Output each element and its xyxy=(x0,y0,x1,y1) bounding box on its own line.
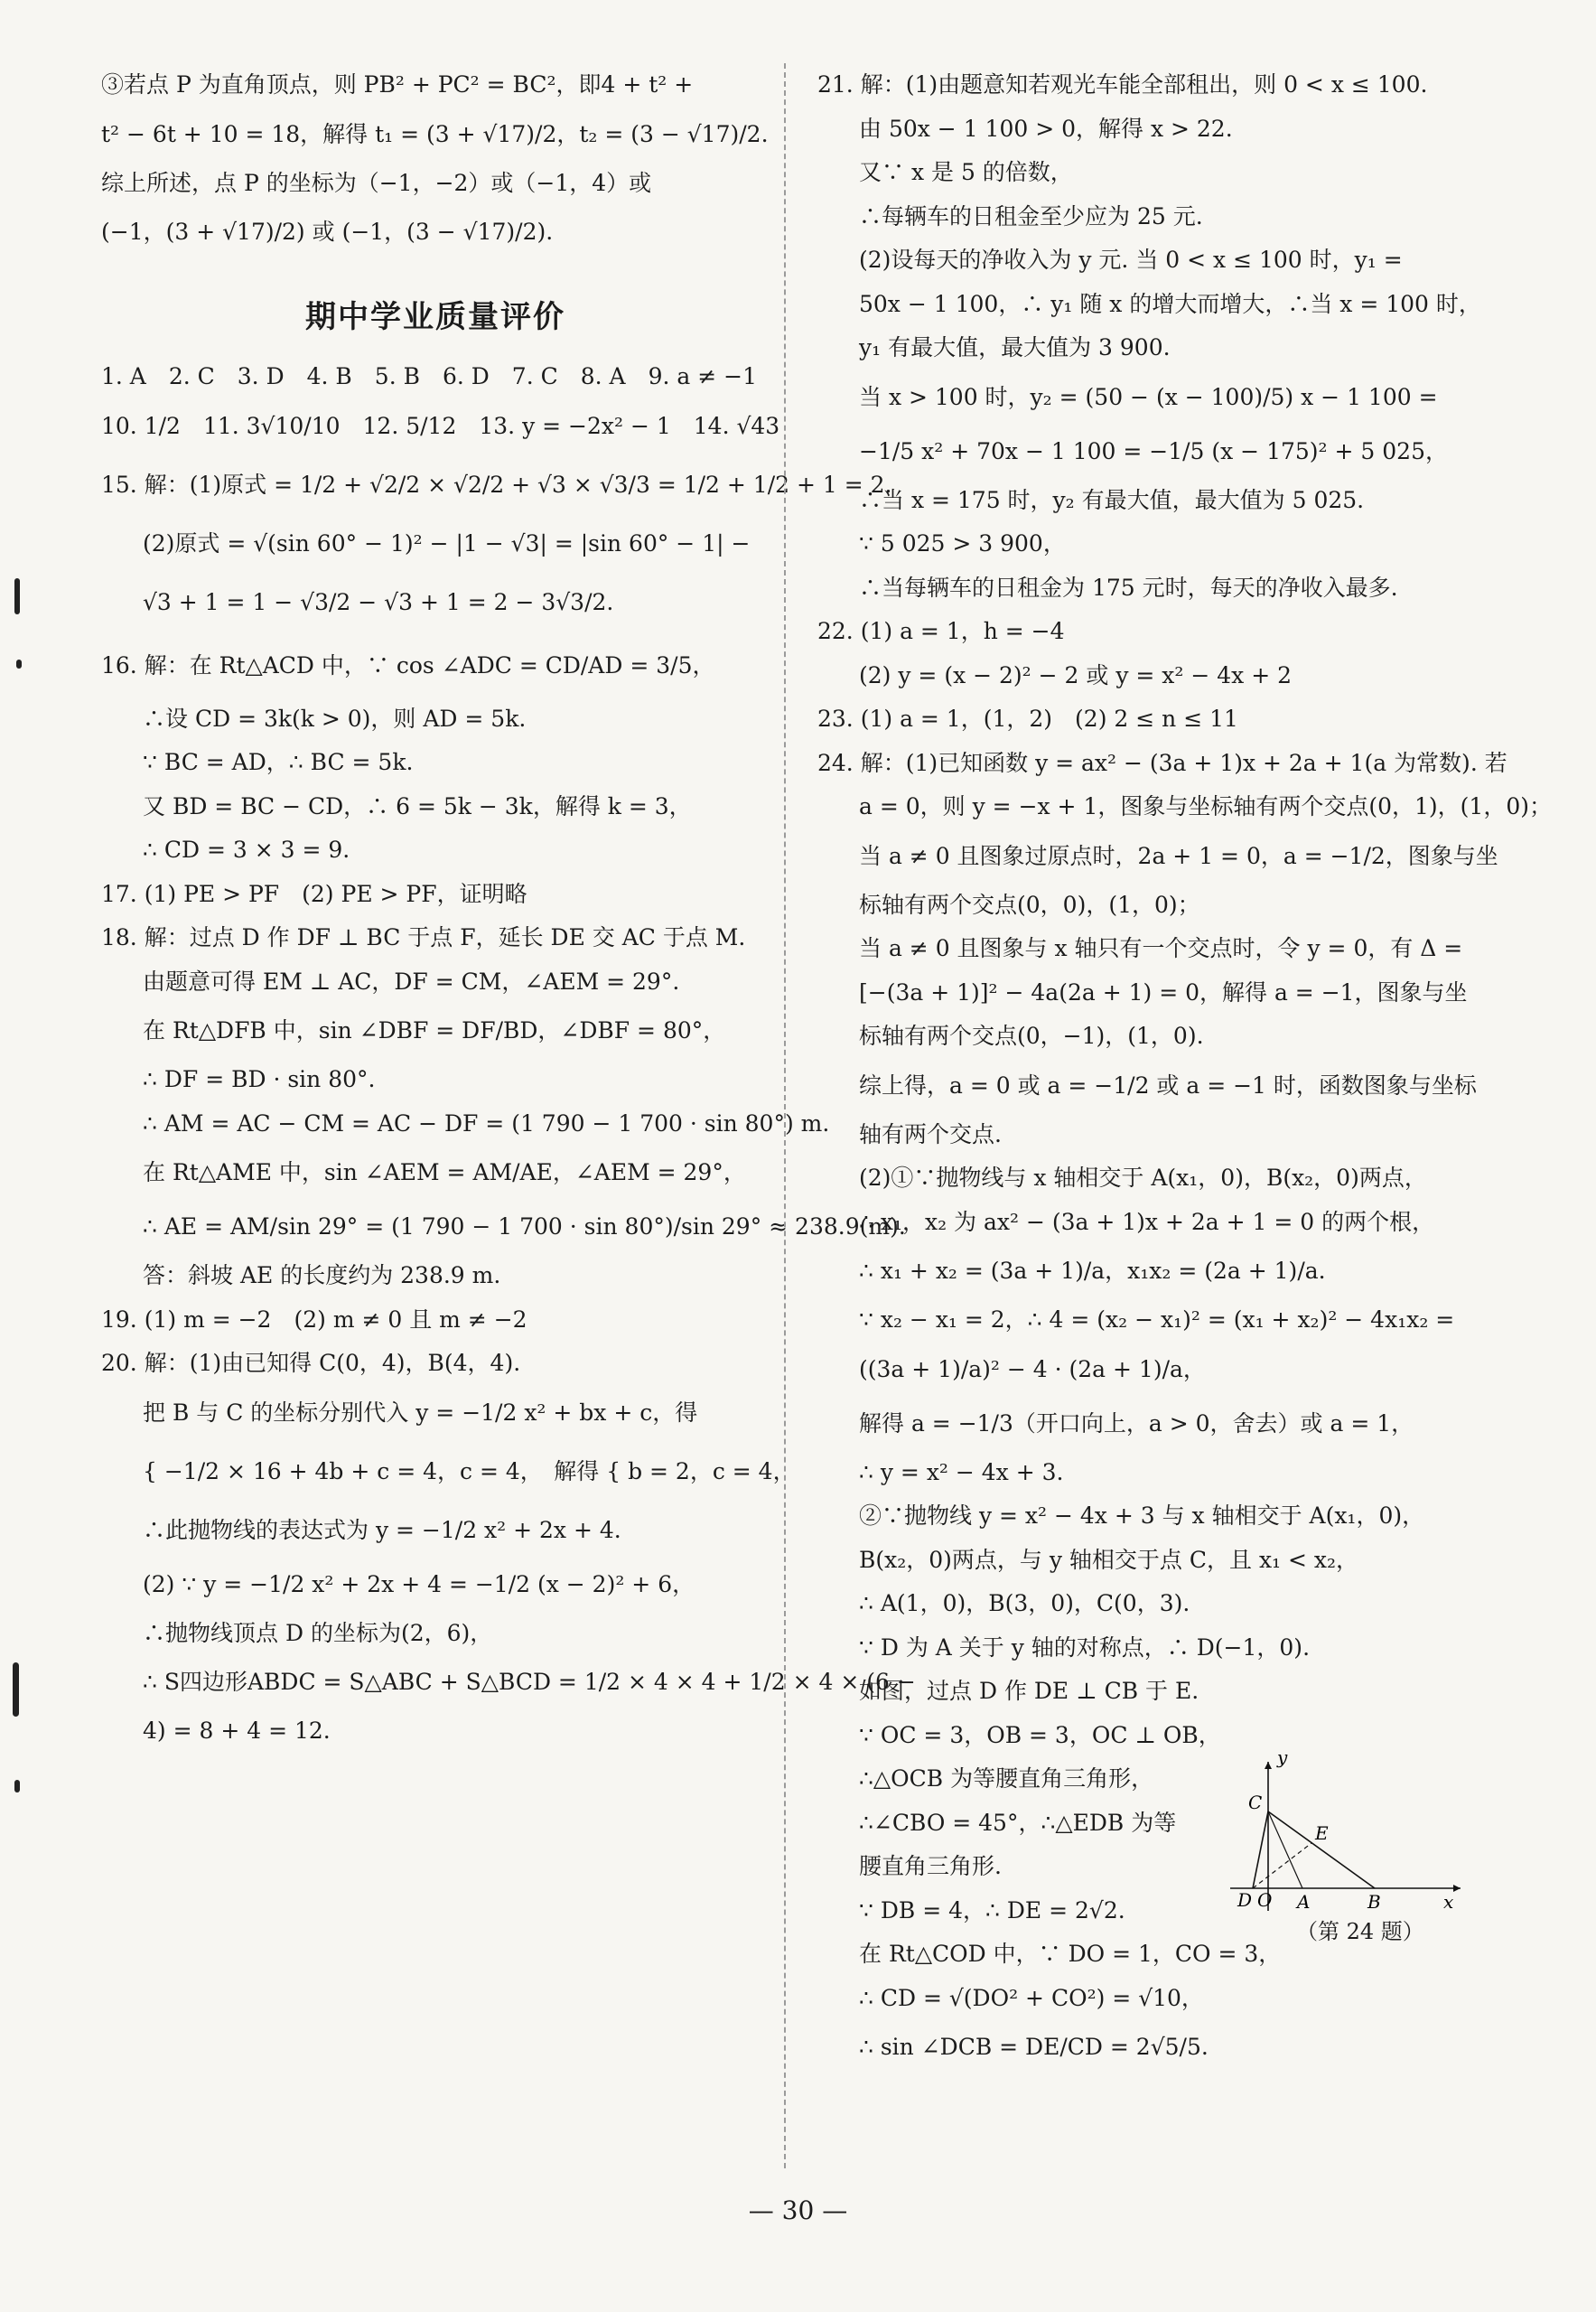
answer-line: ②∵抛物线 y = x² − 4x + 3 与 x 轴相交于 A(x₁，0)， xyxy=(859,1502,1425,1529)
page-number: — 30 — xyxy=(748,2195,848,2225)
answer-line: √3 + 1 = 1 − √3/2 − √3 + 1 = 2 − 3√3/2. xyxy=(143,588,614,615)
answer-line: ∴每辆车的日租金至少应为 25 元. xyxy=(859,202,1203,229)
answer-line: 19. (1) m = −2 (2) m ≠ 0 且 m ≠ −2 xyxy=(101,1306,527,1333)
answer-line: ∴ x₁ + x₂ = (3a + 1)/a，x₁x₂ = (2a + 1)/a. xyxy=(859,1258,1326,1284)
answer-line: 当 a ≠ 0 且图象与 x 轴只有一个交点时，令 y = 0，有 Δ = xyxy=(859,935,1463,961)
answer-line: ∴抛物线顶点 D 的坐标为(2，6)， xyxy=(143,1619,493,1646)
label-o: O xyxy=(1257,1889,1273,1911)
answer-line: 21. 解：(1)由题意知若观光车能全部租出，则 0 < x ≤ 100. xyxy=(817,71,1428,98)
answer-line: B(x₂，0)两点，与 y 轴相交于点 C，且 x₁ < x₂， xyxy=(859,1546,1359,1573)
answer-line: ∴此抛物线的表达式为 y = −1/2 x² + 2x + 4. xyxy=(143,1516,621,1543)
answer-line: ∵ D 为 A 关于 y 轴的对称点，∴ D(−1，0). xyxy=(859,1633,1311,1661)
answer-line: 1. A 2. C 3. D 4. B 5. B 6. D 7. C 8. A 9. a ≠ −1 xyxy=(101,363,757,389)
answer-line: 综上得，a = 0 或 a = −1/2 或 a = −1 时，函数图象与坐标 xyxy=(859,1072,1477,1099)
answer-line: ∵ DB = 4，∴ DE = 2√2. xyxy=(859,1896,1125,1924)
answer-line: ∵ 5 025 > 3 900， xyxy=(859,530,1066,557)
answer-line: ∴ sin ∠DCB = DE/CD = 2√5/5. xyxy=(859,2034,1209,2060)
answer-line: 18. 解：过点 D 作 DF ⊥ BC 于点 F，延长 DE 交 AC 于点 M. xyxy=(101,924,746,950)
answer-line: (2) y = (x − 2)² − 2 或 y = x² − 4x + 2 xyxy=(859,661,1293,688)
answer-line: 23. (1) a = 1，(1，2) (2) 2 ≤ n ≤ 11 xyxy=(817,706,1238,732)
answer-line: ∴ x₁，x₂ 为 ax² − (3a + 1)x + 2a + 1 = 0 的两个根， xyxy=(859,1208,1435,1235)
answer-line: 如图，过点 D 作 DE ⊥ CB 于 E. xyxy=(859,1678,1199,1704)
label-a: A xyxy=(1297,1891,1311,1913)
answer-line: 20. 解：(1)由已知得 C(0，4)，B(4，4). xyxy=(101,1350,521,1376)
label-y: y xyxy=(1277,1746,1288,1768)
answer-line: 在 Rt△COD 中，∵ DO = 1，CO = 3， xyxy=(859,1941,1282,1967)
answer-line: 4) = 8 + 4 = 12. xyxy=(143,1718,331,1744)
answer-line: 标轴有两个交点(0，0)，(1，0)； xyxy=(859,891,1200,918)
answer-line: 又∵ x 是 5 的倍数， xyxy=(859,159,1073,185)
text-line: ③若点 P 为直角顶点，则 PB² + PC² = BC²，即4 + t² + xyxy=(101,71,694,98)
answer-line: ∴ AM = AC − CM = AC − DF = (1 790 − 1 700 · sin 80°) m. xyxy=(143,1109,830,1137)
answer-line: ∴当 x = 175 时，y₂ 有最大值，最大值为 5 025. xyxy=(859,486,1365,513)
answer-line: ∴ S四边形ABDC = S△ABC + S△BCD = 1/2 × 4 × 4 + 1/2 × 4 × (6 − xyxy=(143,1669,916,1695)
label-x: x xyxy=(1443,1891,1454,1913)
answer-line: ∵ x₂ − x₁ = 2，∴ 4 = (x₂ − x₁)² = (x₁ + x₂)² − 4x₁x₂ = xyxy=(859,1306,1455,1333)
answer-line: ∴设 CD = 3k(k > 0)，则 AD = 5k. xyxy=(143,705,527,732)
answer-line: 标轴有两个交点(0，−1)，(1，0). xyxy=(859,1023,1204,1049)
answer-line: 轴有两个交点. xyxy=(859,1120,1002,1147)
answer-line: 答：斜坡 AE 的长度约为 238.9 m. xyxy=(143,1262,501,1288)
answer-line: (2)设每天的净收入为 y 元. 当 0 < x ≤ 100 时，y₁ = xyxy=(859,247,1403,273)
answer-line: ∴△OCB 为等腰直角三角形， xyxy=(859,1765,1154,1792)
answer-line: ∴∠CBO = 45°，∴△EDB 为等 xyxy=(859,1809,1177,1836)
answer-line: ∴ AE = AM/sin 29° = (1 790 − 1 700 · sin 80°)/sin 29° ≈ 238.9(m). xyxy=(143,1213,906,1240)
text-line: (−1，(3 + √17)/2) 或 (−1，(3 − √17)/2). xyxy=(101,219,554,245)
answer-line: 当 a ≠ 0 且图象过原点时，2a + 1 = 0，a = −1/2，图象与坐 xyxy=(859,842,1498,869)
scan-marks xyxy=(5,578,33,1843)
answer-line: 10. 1/2 11. 3√10/10 12. 5/12 13. y = −2x² − 1 14. √43 xyxy=(101,412,780,439)
left-column xyxy=(101,63,916,1754)
answer-line: [−(3a + 1)]² − 4a(2a + 1) = 0，解得 a = −1，图象与坐 xyxy=(859,978,1468,1006)
answer-line: ∴ DF = BD · sin 80°. xyxy=(143,1066,376,1092)
answer-line: { −1/2 × 16 + 4b + c = 4，c = 4， 解得 { b = 2，c = 4， xyxy=(143,1457,796,1484)
answer-line: 由 50x − 1 100 > 0，解得 x > 22. xyxy=(859,115,1233,142)
column-divider xyxy=(784,63,786,2168)
label-c: C xyxy=(1248,1792,1263,1813)
y-axis-arrow xyxy=(1265,1762,1272,1769)
label-d: D xyxy=(1237,1889,1253,1911)
label-b: B xyxy=(1367,1891,1381,1913)
answer-line: 在 Rt△AME 中，sin ∠AEM = AM/AE，∠AEM = 29°， xyxy=(143,1159,746,1185)
x-axis-arrow xyxy=(1453,1885,1461,1892)
answer-line: 17. (1) PE > PF (2) PE > PF，证明略 xyxy=(101,880,527,907)
figure-caption: （第 24 题） xyxy=(1296,1919,1424,1944)
answer-line: 由题意可得 EM ⊥ AC，DF = CM，∠AEM = 29°. xyxy=(143,968,680,995)
answer-line: ∴ A(1，0)，B(3，0)，C(0，3). xyxy=(859,1590,1190,1616)
answer-line: ∴当每辆车的日租金为 175 元时，每天的净收入最多. xyxy=(859,574,1398,601)
answer-line: a = 0，则 y = −x + 1，图象与坐标轴有两个交点(0，1)，(1，0)； xyxy=(859,793,1552,819)
answer-line: y₁ 有最大值，最大值为 3 900. xyxy=(859,334,1171,360)
answer-line: (2)①∵抛物线与 x 轴相交于 A(x₁，0)，B(x₂，0)两点， xyxy=(859,1165,1427,1191)
answer-line: (2)原式 = √(sin 60° − 1)² − |1 − √3| = |sin 60° − 1| − xyxy=(143,529,751,557)
text-line: 综上所述，点 P 的坐标为（−1，−2）或（−1，4）或 xyxy=(101,169,652,196)
answer-line: −1/5 x² + 70x − 1 100 = −1/5 (x − 175)² + 5 025， xyxy=(859,437,1448,464)
answer-line: ((3a + 1)/a)² − 4 · (2a + 1)/a， xyxy=(859,1355,1206,1382)
answer-line: 在 Rt△DFB 中，sin ∠DBF = DF/BD，∠DBF = 80°， xyxy=(143,1017,726,1044)
segment-de xyxy=(1253,1843,1311,1888)
answer-line: 22. (1) a = 1，h = −4 xyxy=(817,618,1065,644)
label-e: E xyxy=(1315,1822,1329,1844)
answer-line: ∴ CD = √(DO² + CO²) = √10， xyxy=(859,1984,1204,2011)
answer-line: ∴ y = x² − 4x + 3. xyxy=(859,1458,1064,1485)
answer-line: 又 BD = BC − CD，∴ 6 = 5k − 3k，解得 k = 3， xyxy=(143,792,692,819)
answer-line: ∵ BC = AD，∴ BC = 5k. xyxy=(143,749,414,775)
answer-line: 50x − 1 100，∴ y₁ 随 x 的增大而增大，∴当 x = 100 时， xyxy=(859,290,1481,317)
answer-line: ∴ CD = 3 × 3 = 9. xyxy=(143,837,350,863)
segment-cd xyxy=(1253,1811,1268,1888)
text-line: t² − 6t + 10 = 18，解得 t₁ = (3 + √17)/2，t₂ = (3 − √17)/2. xyxy=(101,120,769,147)
answer-line: 把 B 与 C 的坐标分别代入 y = −1/2 x² + bx + c，得 xyxy=(143,1399,698,1426)
answer-line: 16. 解：在 Rt△ACD 中，∵ cos ∠ADC = CD/AD = 3/5， xyxy=(101,651,715,679)
answer-line: (2) ∵ y = −1/2 x² + 2x + 4 = −1/2 (x − 2)² + 6， xyxy=(143,1570,695,1597)
answer-line: ∵ OC = 3，OB = 3，OC ⊥ OB， xyxy=(859,1721,1221,1748)
answer-line: 腰直角三角形. xyxy=(859,1853,1002,1879)
answer-line: 15. 解：(1)原式 = 1/2 + √2/2 × √2/2 + √3 × √3/3 = 1/2 + 1/2 + 1 = 2. xyxy=(101,471,892,498)
section-heading: 期中学业质量评价 xyxy=(305,299,565,335)
answer-line: 24. 解：(1)已知函数 y = ax² − (3a + 1)x + 2a + 1(a 为常数). 若 xyxy=(817,749,1507,776)
answer-line: 当 x > 100 时，y₂ = (50 − (x − 100)/5) x − 1 100 = xyxy=(859,383,1438,410)
answer-line: 解得 a = −1/3（开口向上，a > 0，舍去）或 a = 1， xyxy=(859,1409,1414,1437)
